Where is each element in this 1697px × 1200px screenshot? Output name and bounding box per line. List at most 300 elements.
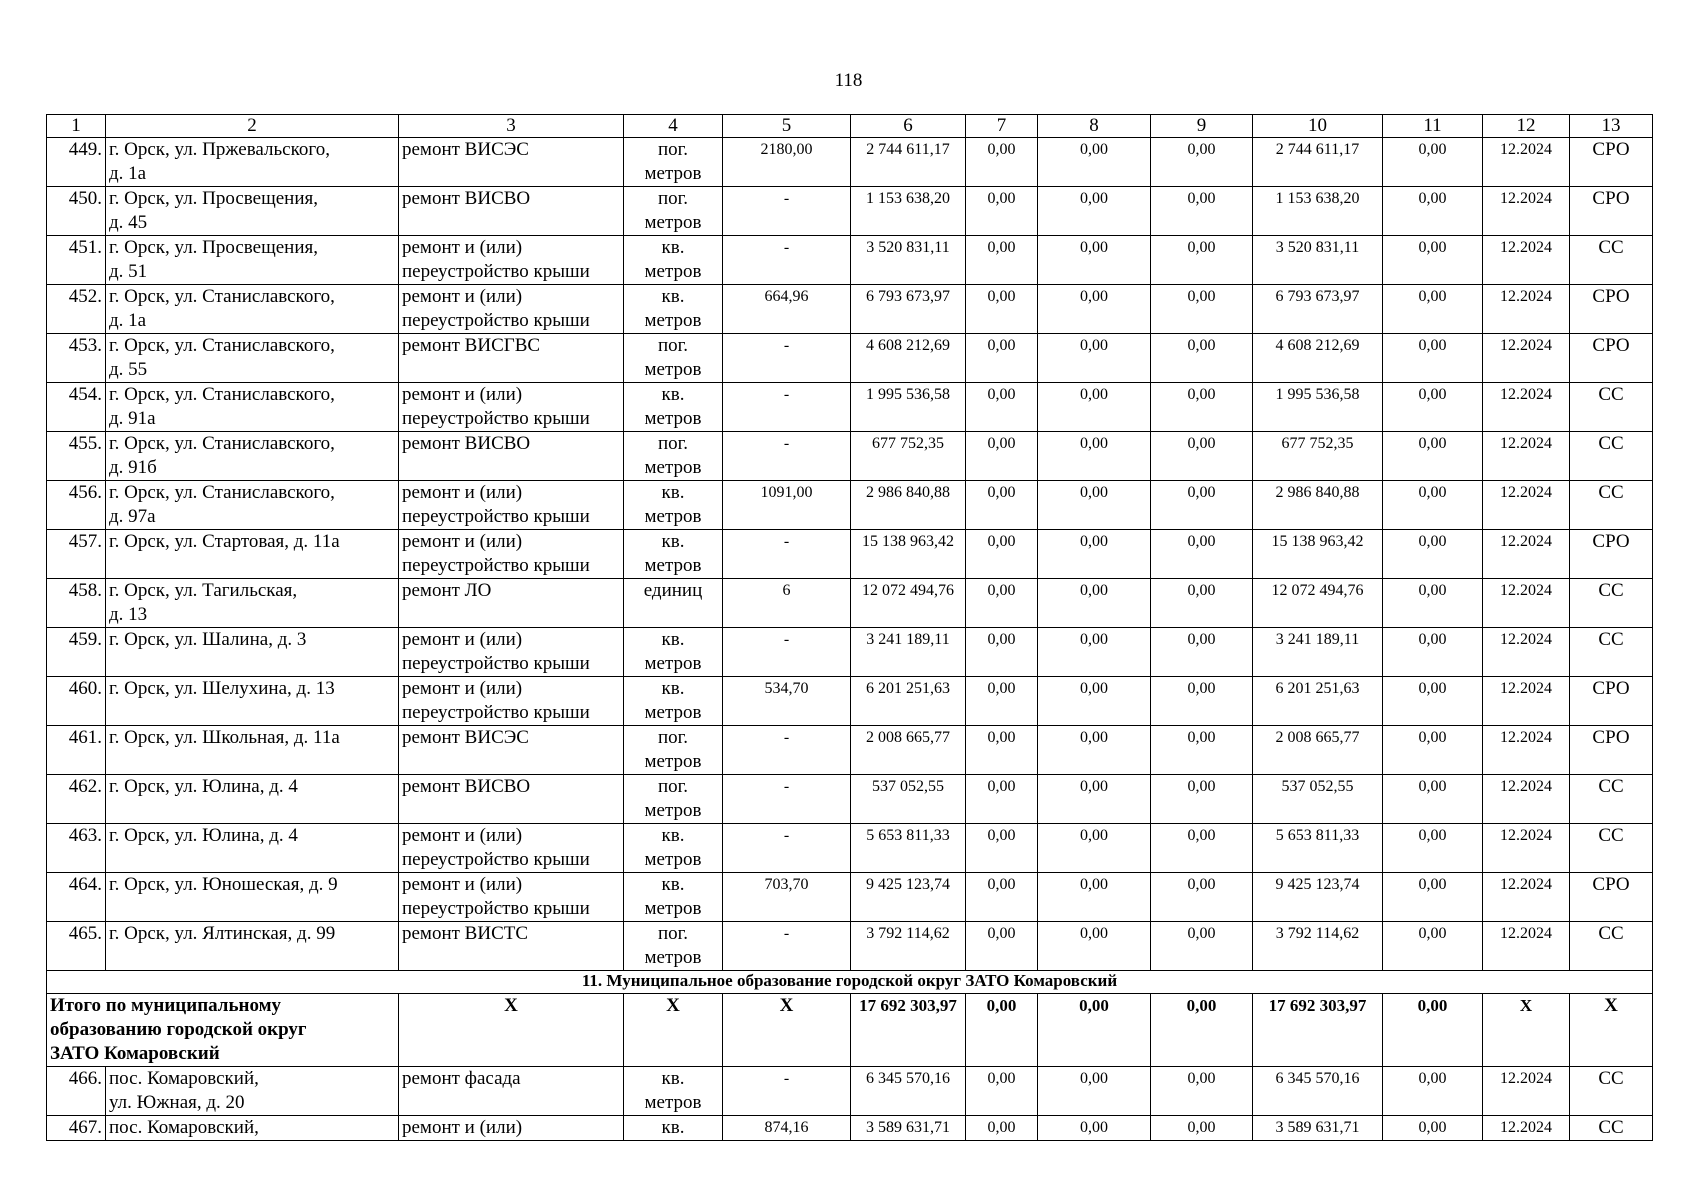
unit-cell <box>624 873 723 922</box>
column-header: 10 <box>1253 115 1383 138</box>
col11-cell: 0,00 <box>1383 775 1483 824</box>
col9-cell: 0,00 <box>1151 824 1253 873</box>
total-cost-cell: 2 986 840,88 <box>851 481 966 530</box>
row-number: 455. <box>47 432 106 481</box>
method-cell: СРО <box>1570 138 1653 187</box>
table-row <box>47 775 1653 824</box>
row-number: 450. <box>47 187 106 236</box>
unit-cell-line: кв. <box>661 825 685 846</box>
method-cell: СС <box>1570 481 1653 530</box>
address-cell <box>106 824 399 873</box>
volume-cell: - <box>723 236 851 285</box>
total-cost-cell: 9 425 123,74 <box>851 873 966 922</box>
work-type-cell-line: ремонт и (или) <box>402 482 523 503</box>
row-number: 459. <box>47 628 106 677</box>
total-cost-cell: 537 052,55 <box>851 775 966 824</box>
unit-cell <box>624 383 723 432</box>
col7-cell: 0,00 <box>966 383 1038 432</box>
col7-cell: 0,00 <box>966 824 1038 873</box>
col10-cell: 6 793 673,97 <box>1253 285 1383 334</box>
address-cell-line: г. Орск, ул. Станиславского, <box>109 384 335 405</box>
address-cell <box>106 1116 399 1141</box>
unit-cell-line: метров <box>644 898 702 919</box>
column-header: 1 <box>47 115 106 138</box>
unit-cell-line: метров <box>644 1092 702 1113</box>
column-header: 5 <box>723 115 851 138</box>
work-type-cell-line: ремонт ВИСВО <box>402 776 531 797</box>
date-cell: 12.2024 <box>1483 530 1570 579</box>
address-cell-line: д. 1а <box>109 310 147 331</box>
total-col12: X <box>1483 994 1570 1067</box>
address-cell-line: г. Орск, ул. Юлина, д. 4 <box>109 776 298 797</box>
col10-cell: 3 792 114,62 <box>1253 922 1383 971</box>
table-row <box>47 530 1653 579</box>
total-cost-cell: 6 201 251,63 <box>851 677 966 726</box>
col7-cell: 0,00 <box>966 775 1038 824</box>
total-cost-cell: 4 608 212,69 <box>851 334 966 383</box>
col9-cell: 0,00 <box>1151 775 1253 824</box>
date-cell: 12.2024 <box>1483 187 1570 236</box>
date-cell: 12.2024 <box>1483 481 1570 530</box>
volume-cell: 1091,00 <box>723 481 851 530</box>
unit-cell-line: метров <box>644 800 702 821</box>
col10-cell: 1 995 536,58 <box>1253 383 1383 432</box>
table-row <box>47 383 1653 432</box>
total-row <box>47 994 1653 1067</box>
unit-cell <box>624 138 723 187</box>
col8-cell: 0,00 <box>1038 824 1151 873</box>
work-type-cell-line: ремонт и (или) <box>402 237 523 258</box>
col8-cell: 0,00 <box>1038 187 1151 236</box>
volume-cell: - <box>723 1067 851 1116</box>
work-type-cell <box>399 530 624 579</box>
work-type-cell-line: переустройство крыши <box>402 506 590 527</box>
total-col5: X <box>723 994 851 1067</box>
col10-cell: 2 008 665,77 <box>1253 726 1383 775</box>
address-cell <box>106 530 399 579</box>
unit-cell-line: кв. <box>661 237 685 258</box>
row-number: 461. <box>47 726 106 775</box>
row-number: 466. <box>47 1067 106 1116</box>
address-cell <box>106 922 399 971</box>
unit-cell <box>624 922 723 971</box>
total-label-line: образованию городской округ <box>50 1019 307 1040</box>
address-cell <box>106 579 399 628</box>
col7-cell: 0,00 <box>966 285 1038 334</box>
work-type-cell-line: ремонт и (или) <box>402 384 523 405</box>
unit-cell-line: метров <box>644 212 702 233</box>
col10-cell: 1 153 638,20 <box>1253 187 1383 236</box>
address-cell-line: г. Орск, ул. Пржевальского, <box>109 139 330 160</box>
volume-cell: - <box>723 187 851 236</box>
work-type-cell <box>399 481 624 530</box>
total-cost-cell: 15 138 963,42 <box>851 530 966 579</box>
unit-cell <box>624 1116 723 1141</box>
address-cell-line: г. Орск, ул. Просвещения, <box>109 237 318 258</box>
date-cell: 12.2024 <box>1483 922 1570 971</box>
total-cost-cell: 677 752,35 <box>851 432 966 481</box>
column-header: 3 <box>399 115 624 138</box>
unit-cell <box>624 481 723 530</box>
col7-cell: 0,00 <box>966 1067 1038 1116</box>
col8-cell: 0,00 <box>1038 579 1151 628</box>
col9-cell: 0,00 <box>1151 285 1253 334</box>
col9-cell: 0,00 <box>1151 236 1253 285</box>
method-cell: СРО <box>1570 187 1653 236</box>
col8-cell: 0,00 <box>1038 432 1151 481</box>
unit-cell <box>624 775 723 824</box>
volume-cell: 664,96 <box>723 285 851 334</box>
address-cell-line: пос. Комаровский, <box>109 1117 259 1138</box>
work-type-cell-line: переустройство крыши <box>402 408 590 429</box>
work-type-cell-line: переустройство крыши <box>402 702 590 723</box>
total-col7: 0,00 <box>966 994 1038 1067</box>
row-number: 465. <box>47 922 106 971</box>
work-type-cell-line: ремонт ВИСВО <box>402 433 531 454</box>
col8-cell: 0,00 <box>1038 873 1151 922</box>
unit-cell-line: кв. <box>661 286 685 307</box>
volume-cell: - <box>723 922 851 971</box>
col10-cell: 9 425 123,74 <box>1253 873 1383 922</box>
row-number: 452. <box>47 285 106 334</box>
row-number: 463. <box>47 824 106 873</box>
col7-cell: 0,00 <box>966 138 1038 187</box>
col9-cell: 0,00 <box>1151 922 1253 971</box>
address-cell-line: г. Орск, ул. Стартовая, д. 11а <box>109 531 340 552</box>
address-cell-line: д. 1а <box>109 163 147 184</box>
table-row <box>47 922 1653 971</box>
total-label-line: ЗАТО Комаровский <box>50 1043 220 1064</box>
col8-cell: 0,00 <box>1038 138 1151 187</box>
unit-cell-line: метров <box>644 408 702 429</box>
address-cell-line: д. 45 <box>109 212 148 233</box>
work-type-cell-line: ремонт и (или) <box>402 286 523 307</box>
row-number: 456. <box>47 481 106 530</box>
work-type-cell-line: ремонт ЛО <box>402 580 492 601</box>
col11-cell: 0,00 <box>1383 236 1483 285</box>
unit-cell <box>624 677 723 726</box>
col10-cell: 677 752,35 <box>1253 432 1383 481</box>
column-header: 9 <box>1151 115 1253 138</box>
unit-cell-line: метров <box>644 457 702 478</box>
date-cell: 12.2024 <box>1483 236 1570 285</box>
work-type-cell <box>399 775 624 824</box>
col8-cell: 0,00 <box>1038 236 1151 285</box>
work-type-cell <box>399 1116 624 1141</box>
col7-cell: 0,00 <box>966 530 1038 579</box>
work-type-cell <box>399 138 624 187</box>
column-header: 12 <box>1483 115 1570 138</box>
work-type-cell-line: ремонт ВИСЭС <box>402 139 529 160</box>
address-cell <box>106 873 399 922</box>
volume-cell: 874,16 <box>723 1116 851 1141</box>
method-cell: СРО <box>1570 873 1653 922</box>
unit-cell-line: метров <box>644 359 702 380</box>
col9-cell: 0,00 <box>1151 1067 1253 1116</box>
column-header: 6 <box>851 115 966 138</box>
table-row <box>47 873 1653 922</box>
col7-cell: 0,00 <box>966 334 1038 383</box>
method-cell: СС <box>1570 432 1653 481</box>
address-cell <box>106 236 399 285</box>
unit-cell-line: кв. <box>661 629 685 650</box>
work-type-cell-line: переустройство крыши <box>402 898 590 919</box>
total-cost-cell: 3 589 631,71 <box>851 1116 966 1141</box>
work-type-cell <box>399 285 624 334</box>
unit-cell-line: метров <box>644 947 702 968</box>
col10-cell: 6 345 570,16 <box>1253 1067 1383 1116</box>
date-cell: 12.2024 <box>1483 775 1570 824</box>
volume-cell: - <box>723 628 851 677</box>
unit-cell-line: метров <box>644 506 702 527</box>
col11-cell: 0,00 <box>1383 383 1483 432</box>
method-cell: СС <box>1570 1116 1653 1141</box>
unit-cell-line: пог. <box>657 188 689 209</box>
address-cell-line: г. Орск, ул. Тагильская, <box>109 580 298 601</box>
address-cell-line: г. Орск, ул. Юлина, д. 4 <box>109 825 298 846</box>
col11-cell: 0,00 <box>1383 677 1483 726</box>
column-header: 2 <box>106 115 399 138</box>
work-type-cell-line: ремонт ВИСВО <box>402 188 531 209</box>
column-header: 13 <box>1570 115 1653 138</box>
unit-cell-line: пог. <box>657 139 689 160</box>
table-row <box>47 285 1653 334</box>
unit-cell-line: метров <box>644 555 702 576</box>
date-cell: 12.2024 <box>1483 873 1570 922</box>
address-cell <box>106 726 399 775</box>
date-cell: 12.2024 <box>1483 1067 1570 1116</box>
volume-cell: - <box>723 726 851 775</box>
volume-cell: - <box>723 432 851 481</box>
col7-cell: 0,00 <box>966 677 1038 726</box>
col11-cell: 0,00 <box>1383 579 1483 628</box>
work-type-cell <box>399 922 624 971</box>
column-header: 11 <box>1383 115 1483 138</box>
table-row <box>47 1067 1653 1116</box>
unit-cell <box>624 236 723 285</box>
address-cell <box>106 1067 399 1116</box>
work-type-cell-line: ремонт и (или) <box>402 825 523 846</box>
col10-cell: 537 052,55 <box>1253 775 1383 824</box>
col9-cell: 0,00 <box>1151 726 1253 775</box>
address-cell-line: д. 91б <box>109 457 157 478</box>
volume-cell: 703,70 <box>723 873 851 922</box>
unit-cell <box>624 432 723 481</box>
work-type-cell-line: ремонт ВИСТС <box>402 923 529 944</box>
unit-cell-line: единиц <box>643 580 703 601</box>
work-type-cell <box>399 236 624 285</box>
total-cost-cell: 3 241 189,11 <box>851 628 966 677</box>
unit-cell-line: метров <box>644 261 702 282</box>
work-type-cell-line: переустройство крыши <box>402 310 590 331</box>
col9-cell: 0,00 <box>1151 1116 1253 1141</box>
address-cell <box>106 187 399 236</box>
col9-cell: 0,00 <box>1151 628 1253 677</box>
address-cell <box>106 775 399 824</box>
table-row <box>47 138 1653 187</box>
volume-cell: 6 <box>723 579 851 628</box>
address-cell-line: г. Орск, ул. Просвещения, <box>109 188 318 209</box>
col11-cell: 0,00 <box>1383 432 1483 481</box>
capital-repair-table <box>46 114 1653 1141</box>
unit-cell-line: метров <box>644 751 702 772</box>
unit-cell <box>624 824 723 873</box>
address-cell <box>106 334 399 383</box>
total-cost-cell: 6 793 673,97 <box>851 285 966 334</box>
unit-cell-line: пог. <box>657 776 689 797</box>
date-cell: 12.2024 <box>1483 1116 1570 1141</box>
volume-cell: - <box>723 824 851 873</box>
column-header: 7 <box>966 115 1038 138</box>
address-cell-line: д. 97а <box>109 506 156 527</box>
col8-cell: 0,00 <box>1038 1067 1151 1116</box>
col9-cell: 0,00 <box>1151 579 1253 628</box>
unit-cell <box>624 334 723 383</box>
address-cell <box>106 677 399 726</box>
address-cell-line: д. 55 <box>109 359 148 380</box>
method-cell: СРО <box>1570 285 1653 334</box>
work-type-cell-line: переустройство крыши <box>402 849 590 870</box>
col11-cell: 0,00 <box>1383 726 1483 775</box>
date-cell: 12.2024 <box>1483 628 1570 677</box>
col7-cell: 0,00 <box>966 628 1038 677</box>
total-cost-cell: 6 345 570,16 <box>851 1067 966 1116</box>
total-cost: 17 692 303,97 <box>851 994 966 1067</box>
work-type-cell-line: переустройство крыши <box>402 555 590 576</box>
col7-cell: 0,00 <box>966 922 1038 971</box>
col8-cell: 0,00 <box>1038 628 1151 677</box>
col11-cell: 0,00 <box>1383 628 1483 677</box>
address-cell-line: г. Орск, ул. Станиславского, <box>109 335 335 356</box>
section-title: 11. Муниципальное образование городской округ ЗАТО Комаровский <box>47 971 1653 994</box>
unit-cell-line: метров <box>644 849 702 870</box>
col9-cell: 0,00 <box>1151 873 1253 922</box>
col8-cell: 0,00 <box>1038 922 1151 971</box>
total-col8: 0,00 <box>1038 994 1151 1067</box>
total-col10: 17 692 303,97 <box>1253 994 1383 1067</box>
unit-cell-line: кв. <box>661 531 685 552</box>
row-number: 451. <box>47 236 106 285</box>
col10-cell: 12 072 494,76 <box>1253 579 1383 628</box>
method-cell: СС <box>1570 775 1653 824</box>
method-cell: СС <box>1570 383 1653 432</box>
row-number: 467. <box>47 1116 106 1141</box>
col8-cell: 0,00 <box>1038 726 1151 775</box>
method-cell: СС <box>1570 922 1653 971</box>
work-type-cell-line: ремонт и (или) <box>402 678 523 699</box>
col7-cell: 0,00 <box>966 726 1038 775</box>
date-cell: 12.2024 <box>1483 383 1570 432</box>
row-number: 462. <box>47 775 106 824</box>
table-row <box>47 824 1653 873</box>
unit-cell-line: метров <box>644 653 702 674</box>
address-cell-line: г. Орск, ул. Станиславского, <box>109 433 335 454</box>
unit-cell-line: пог. <box>657 335 689 356</box>
work-type-cell <box>399 383 624 432</box>
volume-cell: 534,70 <box>723 677 851 726</box>
unit-cell-line: кв. <box>661 1068 685 1089</box>
address-cell-line: г. Орск, ул. Юношеская, д. 9 <box>109 874 338 895</box>
table-row <box>47 677 1653 726</box>
col7-cell: 0,00 <box>966 481 1038 530</box>
col10-cell: 3 589 631,71 <box>1253 1116 1383 1141</box>
unit-cell <box>624 1067 723 1116</box>
work-type-cell-line: переустройство крыши <box>402 261 590 282</box>
work-type-cell-line: переустройство крыши <box>402 653 590 674</box>
column-header: 8 <box>1038 115 1151 138</box>
col7-cell: 0,00 <box>966 432 1038 481</box>
work-type-cell-line: ремонт и (или) <box>402 531 523 552</box>
unit-cell-line: метров <box>644 310 702 331</box>
method-cell: СС <box>1570 579 1653 628</box>
row-number: 453. <box>47 334 106 383</box>
address-cell <box>106 628 399 677</box>
col11-cell: 0,00 <box>1383 1116 1483 1141</box>
work-type-cell <box>399 187 624 236</box>
col8-cell: 0,00 <box>1038 383 1151 432</box>
address-cell <box>106 383 399 432</box>
table-row <box>47 481 1653 530</box>
method-cell: СРО <box>1570 530 1653 579</box>
unit-cell-line: кв. <box>661 384 685 405</box>
col8-cell: 0,00 <box>1038 677 1151 726</box>
work-type-cell <box>399 628 624 677</box>
method-cell: СС <box>1570 236 1653 285</box>
col8-cell: 0,00 <box>1038 334 1151 383</box>
address-cell-line: д. 91а <box>109 408 156 429</box>
total-col11: 0,00 <box>1383 994 1483 1067</box>
col10-cell: 6 201 251,63 <box>1253 677 1383 726</box>
total-cost-cell: 3 520 831,11 <box>851 236 966 285</box>
address-cell-line: г. Орск, ул. Ялтинская, д. 99 <box>109 923 336 944</box>
unit-cell-line: кв. <box>661 678 685 699</box>
total-col13: X <box>1570 994 1653 1067</box>
method-cell: СС <box>1570 1067 1653 1116</box>
col9-cell: 0,00 <box>1151 138 1253 187</box>
address-cell-line: д. 13 <box>109 604 148 625</box>
method-cell: СРО <box>1570 334 1653 383</box>
table-row <box>47 334 1653 383</box>
work-type-cell <box>399 873 624 922</box>
date-cell: 12.2024 <box>1483 726 1570 775</box>
col8-cell: 0,00 <box>1038 1116 1151 1141</box>
date-cell: 12.2024 <box>1483 432 1570 481</box>
total-cost-cell: 2 008 665,77 <box>851 726 966 775</box>
address-cell-line: пос. Комаровский, <box>109 1068 259 1089</box>
row-number: 449. <box>47 138 106 187</box>
date-cell: 12.2024 <box>1483 285 1570 334</box>
col11-cell: 0,00 <box>1383 1067 1483 1116</box>
unit-cell-line: кв. <box>661 482 685 503</box>
address-cell-line: г. Орск, ул. Станиславского, <box>109 482 335 503</box>
total-col4: X <box>624 994 723 1067</box>
volume-cell: 2180,00 <box>723 138 851 187</box>
col10-cell: 3 241 189,11 <box>1253 628 1383 677</box>
work-type-cell-line: ремонт фасада <box>402 1068 521 1089</box>
address-cell-line: ул. Южная, д. 20 <box>109 1092 245 1113</box>
col11-cell: 0,00 <box>1383 481 1483 530</box>
work-type-cell <box>399 1067 624 1116</box>
col11-cell: 0,00 <box>1383 334 1483 383</box>
col9-cell: 0,00 <box>1151 187 1253 236</box>
total-label <box>47 994 399 1067</box>
table-row <box>47 1116 1653 1141</box>
col9-cell: 0,00 <box>1151 677 1253 726</box>
unit-cell-line: пог. <box>657 923 689 944</box>
address-cell-line: д. 51 <box>109 261 148 282</box>
col10-cell: 2 744 611,17 <box>1253 138 1383 187</box>
row-number: 457. <box>47 530 106 579</box>
